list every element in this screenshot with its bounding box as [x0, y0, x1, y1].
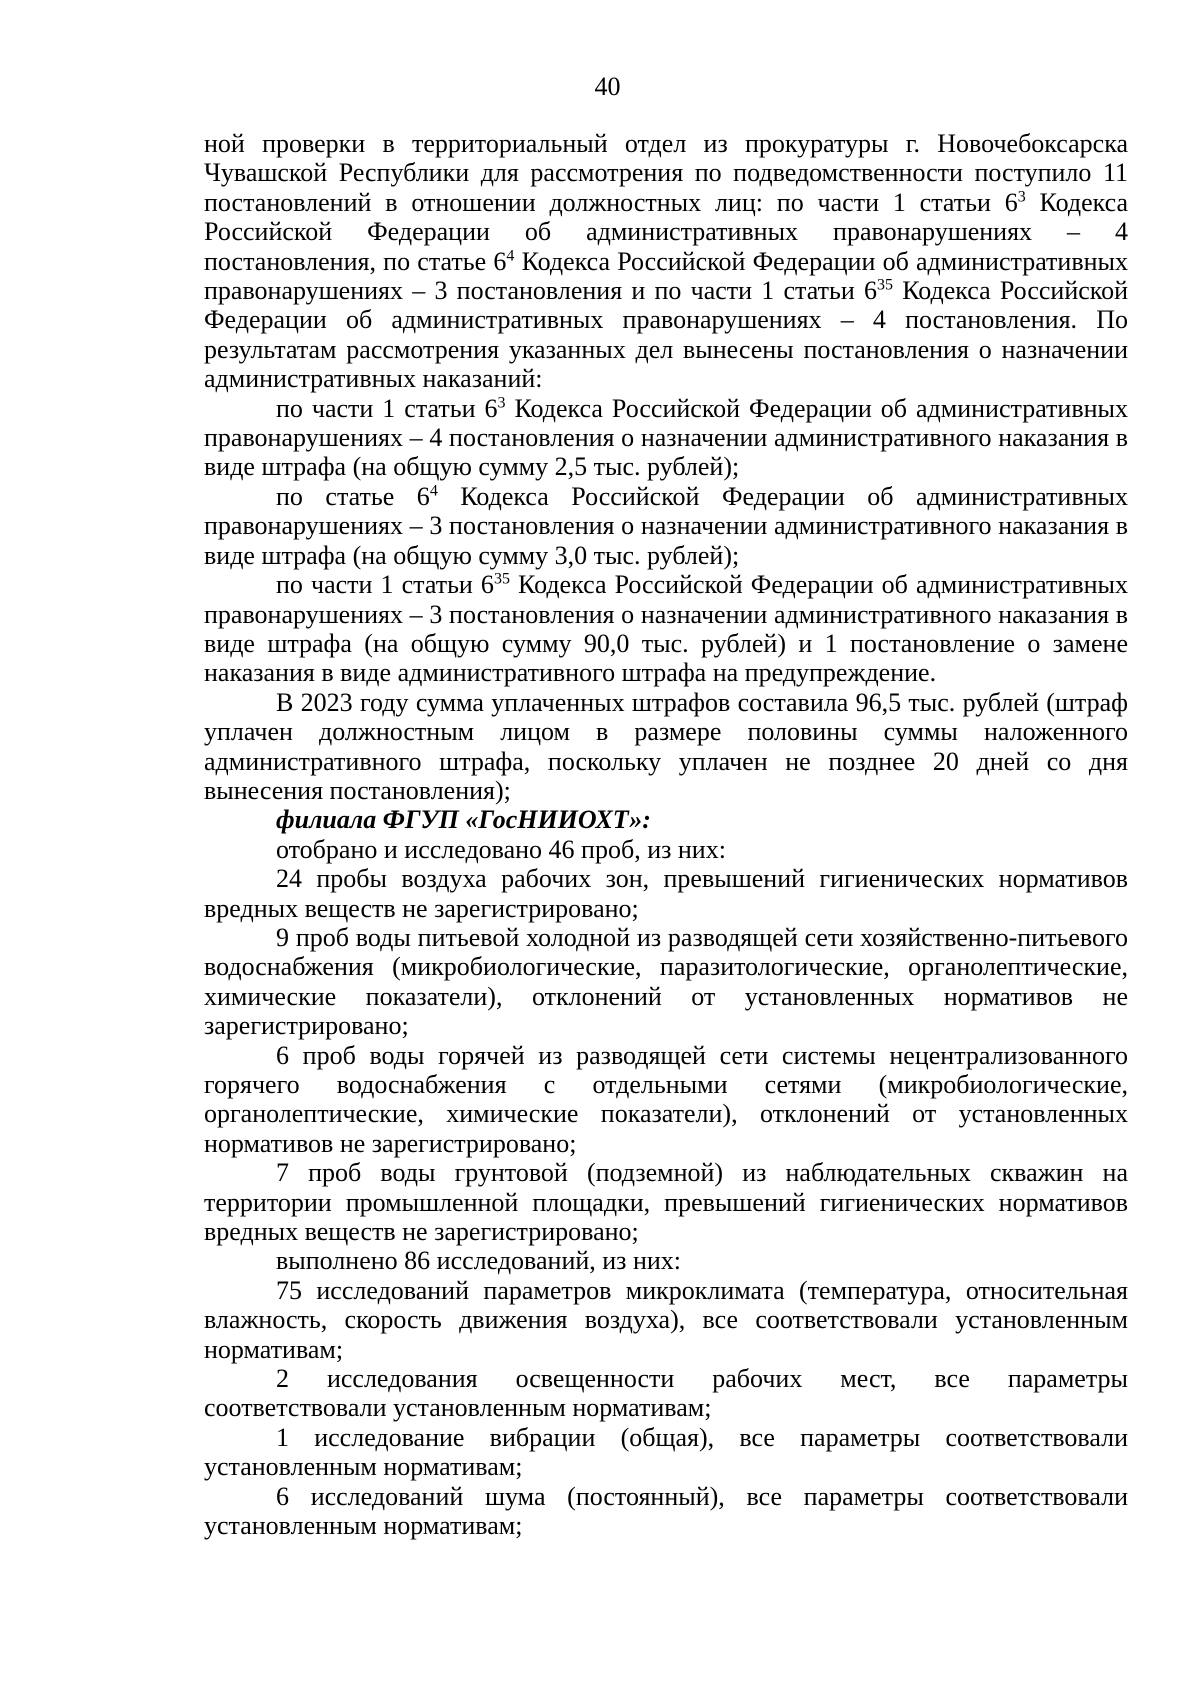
text-run: по части 1 статьи 6 [276, 570, 494, 600]
text-run: Кодекса Российской Федерации об административных правонарушениях – 4 постановления. По результатам рассмотрения указанных дел вынесены постановления о назначении административных наказаний: [204, 276, 1128, 394]
paragraph [204, 1364, 1128, 1423]
paragraph [204, 835, 1128, 864]
text-run: Кодекса Российской Федерации об административных правонарушениях – 4 постановления о назначении административного наказания в виде штрафа (на общую сумму 2,5 тыс. рублей); [204, 393, 1128, 482]
paragraph [204, 688, 1128, 806]
paragraph [204, 923, 1128, 1041]
superscript: 4 [506, 246, 515, 264]
text-run: В 2023 году сумма уплаченных штрафов составила 96,5 тыс. рублей (штраф уплачен должностным лицом в размере половины суммы наложенного административного штрафа, поскольку уплачен не позднее 20 дней со дня вынесения постановления); [204, 687, 1128, 805]
page-number: 40 [594, 72, 621, 101]
superscript: 35 [493, 570, 510, 588]
text-run: по части 1 статьи 6 [276, 393, 498, 423]
text-run: выполнено 86 исследований, из них: [276, 1246, 682, 1276]
paragraph [204, 1246, 1128, 1275]
paragraph [204, 1158, 1128, 1246]
superscript: 4 [429, 482, 438, 500]
text-run: филиала ФГУП «ГосНИИОХТ»: [276, 805, 651, 835]
text-run: ной проверки в территориальный отдел из прокуратуры г. Новочебоксарска Чувашской Республики для рассмотрения по подведомственности поступило 11 постановлений в отношении должностных лиц: по части 1 статьи 6 [204, 129, 1128, 217]
text-run: 6 исследований шума (постоянный), все параметры соответствовали установленным нормативам; [204, 1481, 1128, 1541]
paragraph [204, 570, 1128, 688]
text-run: 24 пробы воздуха рабочих зон, превышений гигиенических нормативов вредных веществ не зарегистрировано; [204, 864, 1128, 923]
text-run: 75 исследований параметров микроклимата (температура, относительная влажность, скорость движения воздуха), все соответствовали установленным нормативам; [204, 1275, 1128, 1364]
text-run: 1 исследование вибрации (общая), все параметры соответствовали установленным нормативам; [204, 1422, 1128, 1482]
paragraph [204, 1041, 1128, 1159]
text-run: 7 проб воды грунтовой (подземной) из наблюдательных скважин на территории промышленной площадки, превышений гигиенических нормативов вредных веществ не зарегистрировано; [204, 1158, 1128, 1247]
paragraph [204, 1276, 1128, 1364]
paragraph [204, 864, 1128, 923]
paragraph [204, 129, 1128, 394]
document-body [204, 129, 1128, 1541]
text-run: Кодекса Российской Федерации об административных правонарушениях – 3 постановления и по части 1 статьи 6 [204, 246, 1128, 306]
text-run: Кодекса Российской Федерации об административных правонарушениях – 4 постановления, по статье 6 [204, 187, 1129, 276]
paragraph [204, 1423, 1128, 1482]
superscript: 3 [1017, 188, 1026, 206]
text-run: 2 исследования освещенности рабочих мест, все параметры соответствовали установленным нормативам; [204, 1364, 1128, 1423]
paragraph [204, 1482, 1128, 1541]
paragraph [204, 482, 1128, 570]
superscript: 35 [876, 276, 893, 294]
superscript: 3 [497, 394, 506, 411]
text-run: по статье 6 [276, 481, 430, 511]
section-heading [204, 805, 1128, 834]
paragraph [204, 394, 1128, 482]
text-run: отобрано и исследовано 46 проб, из них: [276, 834, 726, 864]
text-run: Кодекса Российской Федерации об административных правонарушениях – 3 постановления о назначении административного наказания в виде штрафа (на общую сумму 3,0 тыс. рублей); [204, 481, 1128, 570]
text-run: 9 проб воды питьевой холодной из разводящей сети хозяйственно-питьевого водоснабжения (микробиологические, паразитологические, органолептические, химические показатели), отклонений от установленных нормативов не зарегистрировано; [204, 922, 1128, 1041]
text-run: Кодекса Российской Федерации об административных правонарушениях – 3 постановления о назначении административного наказания в виде штрафа (на общую сумму 90,0 тыс. рублей) и 1 постановление о замене наказания в виде административного штрафа на предупреждение. [204, 570, 1128, 688]
text-run: 6 проб воды горячей из разводящей сети системы нецентрализованного горячего водоснабжения с отдельными сетями (микробиологические, органолептические, химические показатели), отклонений от установленных нормативов не зарегистрировано; [204, 1040, 1128, 1158]
